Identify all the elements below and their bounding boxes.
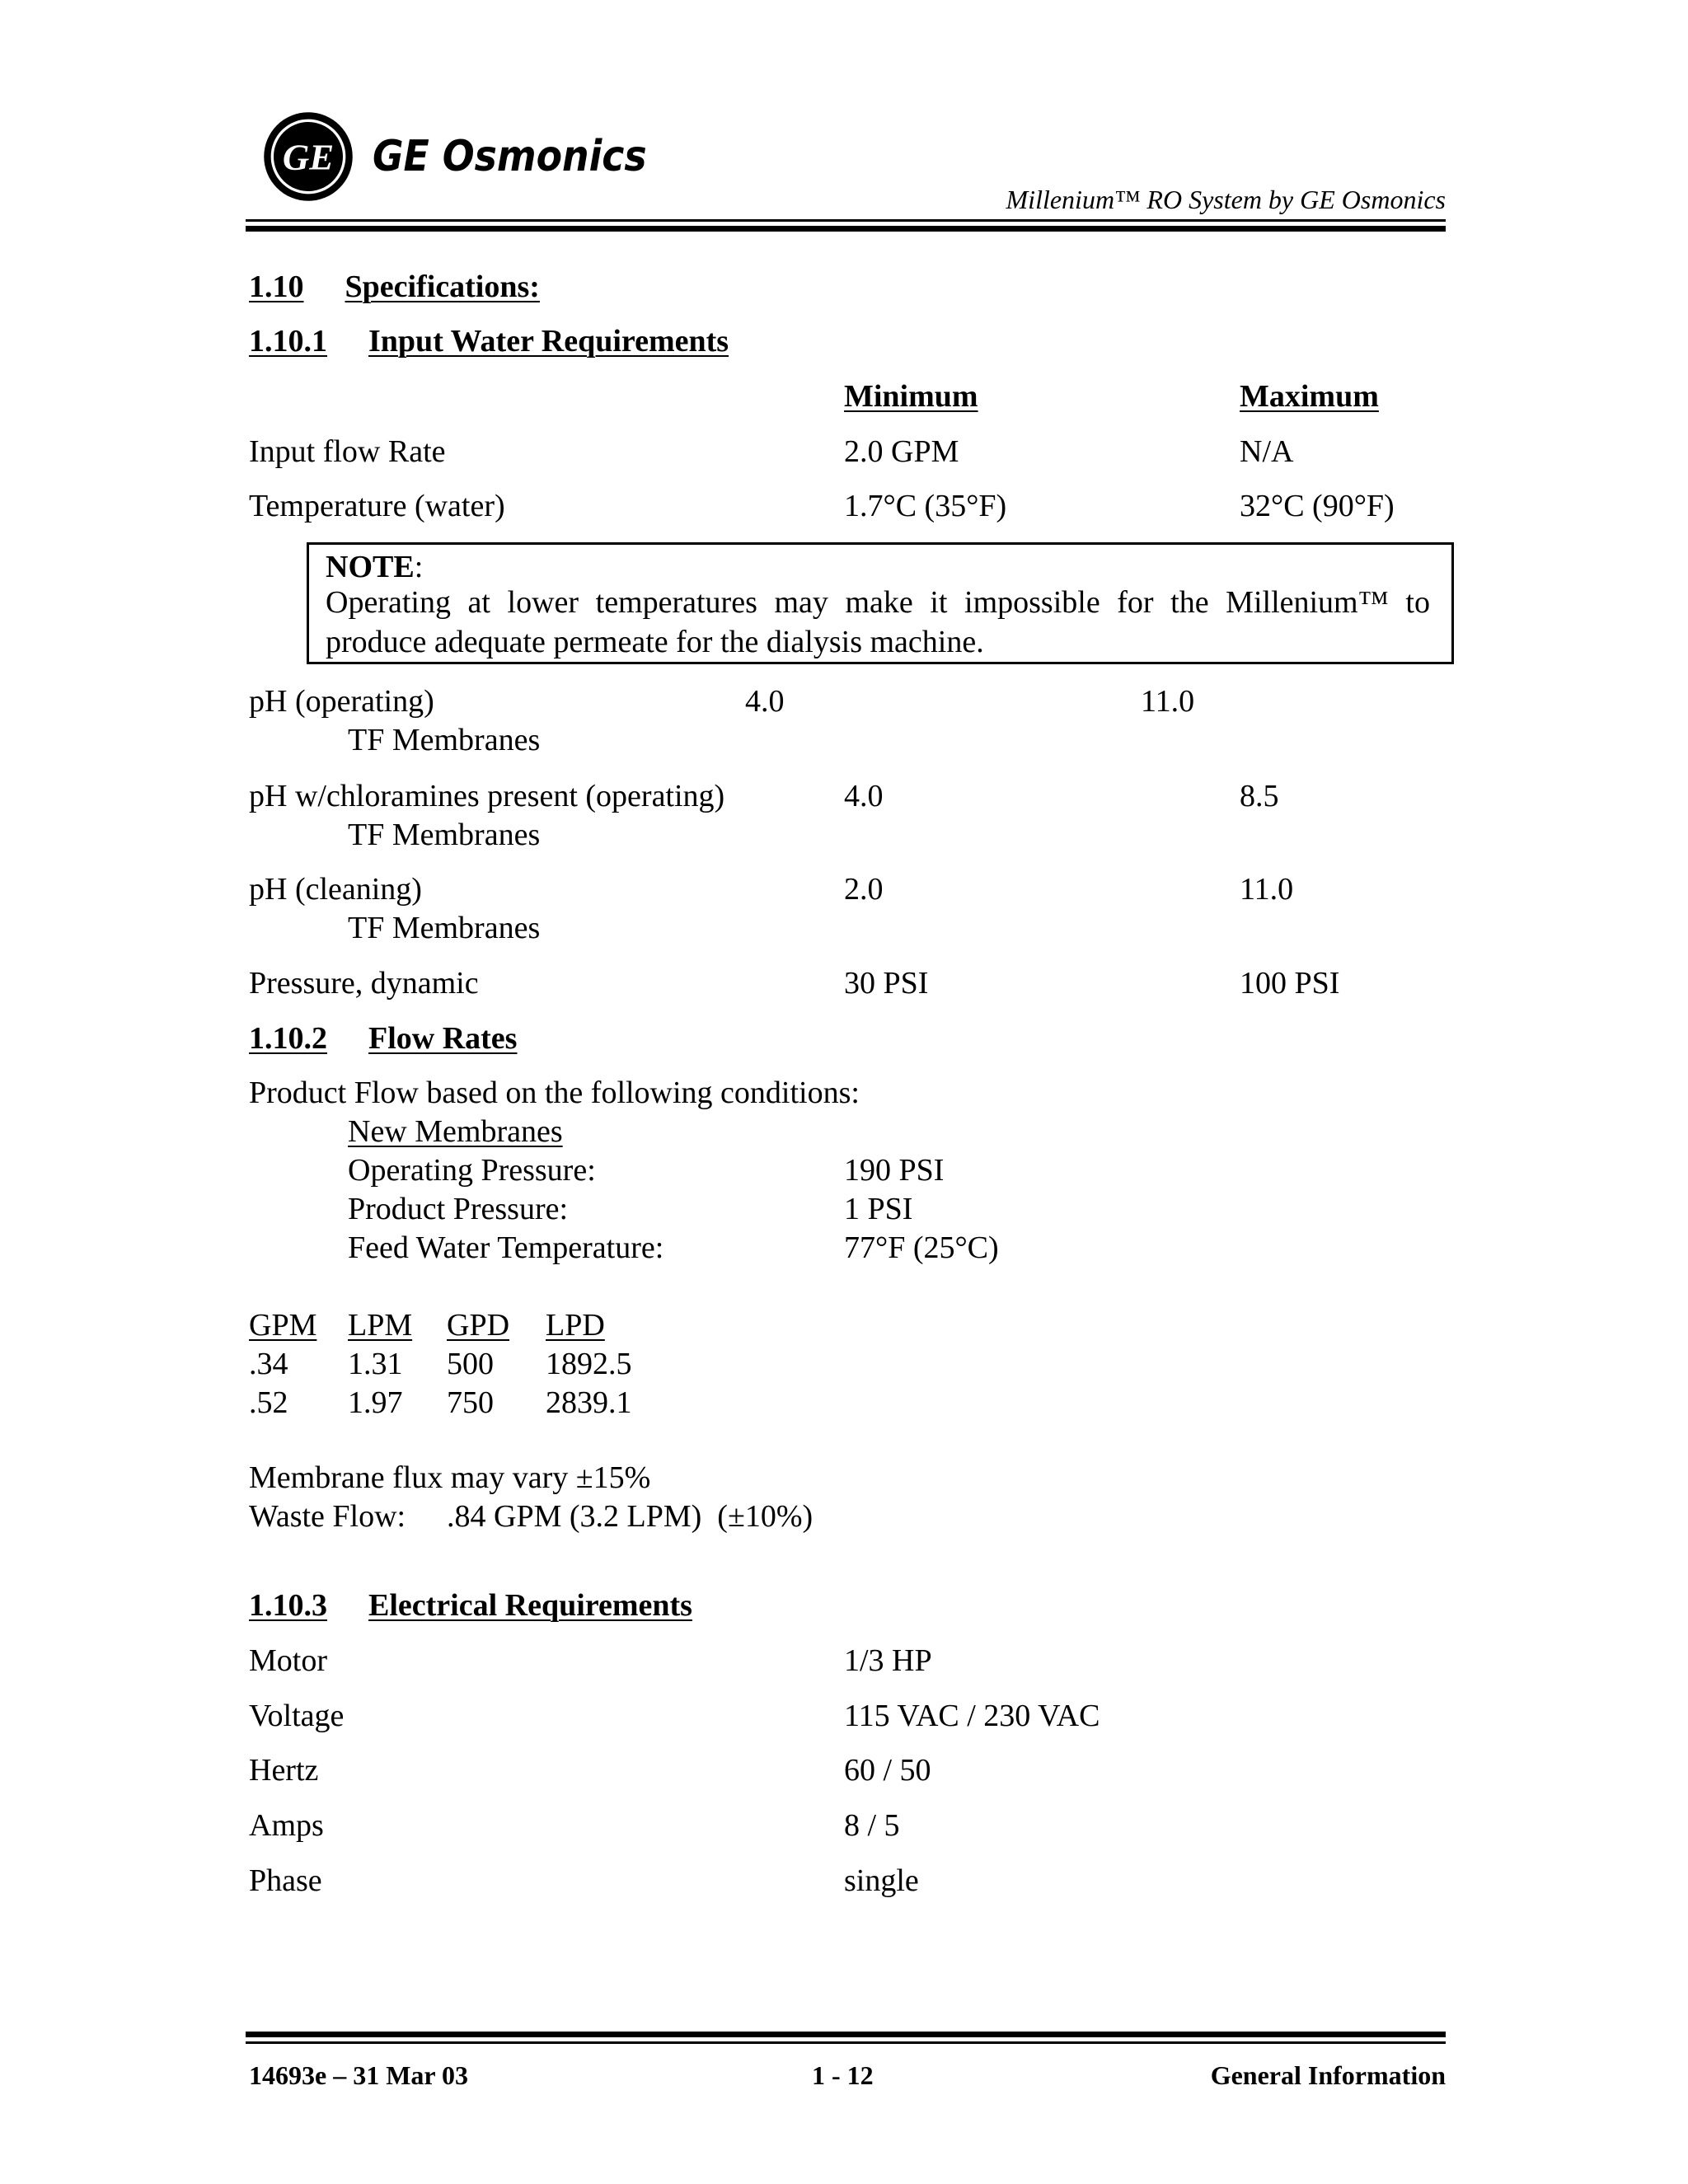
- flow-table-cell: .34: [249, 1347, 288, 1381]
- flow-rates-number: 1.10.2: [249, 1021, 327, 1056]
- flow-table-cell: 1.31: [348, 1347, 403, 1381]
- conditions-title: New Membranes: [348, 1114, 563, 1149]
- flux-note: Membrane flux may vary ±15%: [249, 1460, 651, 1495]
- row-sublabel: TF Membranes: [348, 723, 541, 757]
- row-max: 8.5: [1240, 779, 1279, 813]
- electrical-label: Amps: [249, 1808, 324, 1843]
- note-heading: [326, 548, 423, 586]
- col-minimum-header: Minimum: [844, 379, 978, 414]
- row-label: pH (operating): [249, 684, 434, 719]
- row-min: 30 PSI: [844, 966, 929, 1001]
- note-colon: :: [414, 550, 424, 584]
- section-number: 1.10: [249, 269, 304, 304]
- row-max: 32°C (90°F): [1240, 489, 1395, 523]
- header-rule-thin: [246, 219, 1446, 222]
- row-label: Temperature (water): [249, 489, 505, 523]
- flow-rates-title: Flow Rates: [368, 1021, 518, 1056]
- flow-table-cell: .52: [249, 1385, 288, 1420]
- electrical-value: 60 / 50: [844, 1753, 931, 1788]
- waste-label: Waste Flow:: [249, 1499, 406, 1534]
- footer-rule-thin: [246, 2041, 1446, 2044]
- flow-table-header: LPM: [348, 1308, 413, 1343]
- row-max: 11.0: [1141, 684, 1195, 719]
- row-label: Input flow Rate: [249, 434, 446, 469]
- condition-value: 190 PSI: [844, 1153, 945, 1188]
- flow-table-header: LPD: [546, 1308, 605, 1343]
- ge-logo-icon: [262, 110, 354, 203]
- flow-table-cell: 2839.1: [546, 1385, 632, 1420]
- electrical-title: Electrical Requirements: [368, 1588, 692, 1623]
- electrical-label: Voltage: [249, 1699, 345, 1733]
- footer-section: General Information: [1210, 2060, 1446, 2090]
- input-water-title: Input Water Requirements: [368, 324, 729, 359]
- flow-table-cell: 1892.5: [546, 1347, 632, 1381]
- electrical-value: 1/3 HP: [844, 1643, 932, 1678]
- electrical-label: Phase: [249, 1863, 322, 1898]
- header-rule-thick: [246, 226, 1446, 232]
- footer-page-number: 1 - 12: [812, 2060, 874, 2090]
- brand-name: GE Osmonics: [373, 132, 647, 181]
- row-min: 4.0: [745, 684, 785, 719]
- row-label: pH w/chloramines present (operating): [249, 779, 725, 813]
- flow-intro: Product Flow based on the following conditions:: [249, 1076, 860, 1110]
- flow-table-header: GPD: [447, 1308, 510, 1343]
- row-min: 4.0: [844, 779, 884, 813]
- electrical-label: Hertz: [249, 1753, 319, 1788]
- flow-table-cell: 500: [447, 1347, 494, 1381]
- electrical-value: 8 / 5: [844, 1808, 900, 1843]
- row-min: 1.7°C (35°F): [844, 489, 1007, 523]
- electrical-label: Motor: [249, 1643, 327, 1678]
- note-text: Operating at lower temperatures may make it impossible for the Millenium™ to produce adequate permeate for the dialysis machine.: [326, 585, 1430, 659]
- row-sublabel: TF Membranes: [348, 818, 541, 852]
- row-sublabel: TF Membranes: [348, 911, 541, 945]
- note-label: NOTE: [326, 550, 415, 584]
- row-min: 2.0 GPM: [844, 434, 959, 469]
- flow-table-header: GPM: [249, 1308, 317, 1343]
- electrical-value: single: [844, 1863, 919, 1898]
- row-label: pH (cleaning): [249, 872, 422, 907]
- footer-rule-thick: [246, 2032, 1446, 2037]
- condition-label: Product Pressure:: [348, 1192, 569, 1226]
- running-title: Millenium™ RO System by GE Osmonics: [1006, 185, 1446, 214]
- row-max: N/A: [1240, 434, 1294, 469]
- svg-text:GE: GE: [282, 136, 335, 178]
- input-water-number: 1.10.1: [249, 324, 327, 359]
- footer-doc-id: 14693e – 31 Mar 03: [249, 2060, 469, 2090]
- input-water-heading: [249, 322, 729, 360]
- section-title: Specifications:: [345, 269, 540, 304]
- flow-rates-heading: [249, 1019, 517, 1057]
- condition-value: 77°F (25°C): [844, 1230, 999, 1265]
- electrical-number: 1.10.3: [249, 1588, 327, 1623]
- row-max: 100 PSI: [1240, 966, 1340, 1001]
- row-label: Pressure, dynamic: [249, 966, 479, 1001]
- flow-table-cell: 1.97: [348, 1385, 403, 1420]
- electrical-heading: [249, 1586, 692, 1624]
- row-min: 2.0: [844, 872, 884, 907]
- section-heading: [249, 268, 540, 306]
- row-max: 11.0: [1240, 872, 1294, 907]
- condition-label: Operating Pressure:: [348, 1153, 596, 1188]
- condition-value: 1 PSI: [844, 1192, 913, 1226]
- flow-table-cell: 750: [447, 1385, 494, 1420]
- col-maximum-header: Maximum: [1240, 379, 1379, 414]
- electrical-value: 115 VAC / 230 VAC: [844, 1699, 1100, 1733]
- condition-label: Feed Water Temperature:: [348, 1230, 664, 1265]
- note-box: [307, 542, 1454, 664]
- waste-value: .84 GPM (3.2 LPM) (±10%): [447, 1499, 814, 1534]
